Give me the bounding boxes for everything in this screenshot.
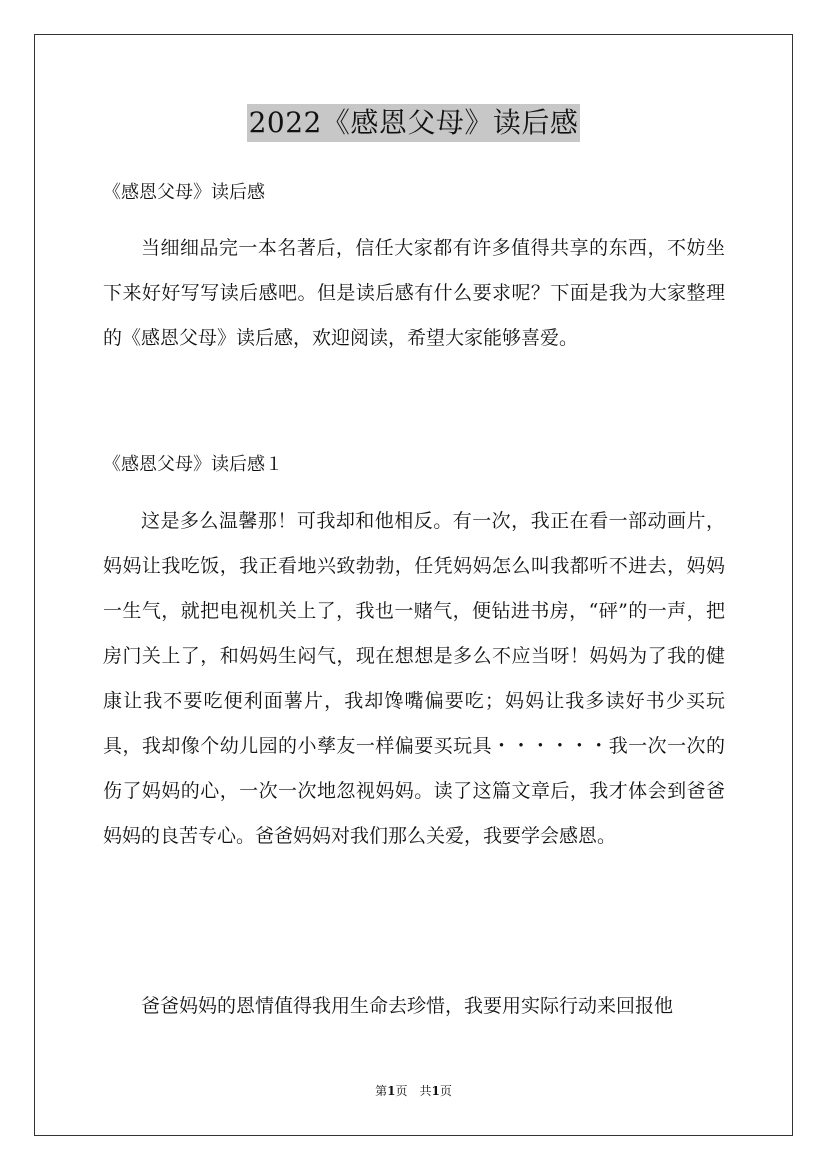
footer-page-prefix: 第 bbox=[375, 1084, 388, 1098]
document-title-text: 2022《感恩父母》读后感 bbox=[247, 104, 581, 142]
body-paragraph-1: 这是多么温馨那！可我却和他相反。有一次，我正在看一部动画片，妈妈让我吃饭，我正看地兴致勃勃，任凭妈妈怎么叫我都听不进去，妈妈一生气，就把电视机关上了，我也一赌气，便钻进书房，“砰”的一声，把房门关上了，和妈妈生闷气，现在想想是多么不应当呀！妈妈为了我的健康让我不要吃便利面薯片，我却馋嘴偏要吃；妈妈让我多读好书少买玩具，我却像个幼儿园的小孳友一样偏要买玩具・・・・・・我一次一次的伤了妈妈的心，一次一次地忽视妈妈。读了这篇文章后，我才体会到爸爸妈妈的良苦专心。爸爸妈妈对我们那么关爱，我要学会感恩。 bbox=[103, 510, 725, 847]
body-paragraph-2: 爸爸妈妈的恩情值得我用生命去珍惜，我要用实际行动来回报他 bbox=[141, 995, 674, 1017]
page-footer bbox=[0, 1083, 827, 1099]
section-heading: 《感恩父母》读后感１ bbox=[103, 454, 283, 475]
footer-page-mid: 页 共 bbox=[395, 1084, 432, 1098]
footer-page-suffix: 页 bbox=[439, 1084, 452, 1098]
document-title bbox=[0, 104, 827, 142]
footer-page-current: 1 bbox=[387, 1084, 396, 1098]
footer-page-total: 1 bbox=[431, 1084, 440, 1098]
intro-paragraph: 当细细品完一本名著后，信任大家都有许多值得共享的东西，不妨坐下来好好写写读后感吧。但是读后感有什么要求呢？下面是我为大家整理的《感恩父母》读后感，欢迎阅读，希望大家能够喜爱。 bbox=[103, 237, 725, 349]
intro-heading: 《感恩父母》读后感 bbox=[103, 182, 265, 203]
